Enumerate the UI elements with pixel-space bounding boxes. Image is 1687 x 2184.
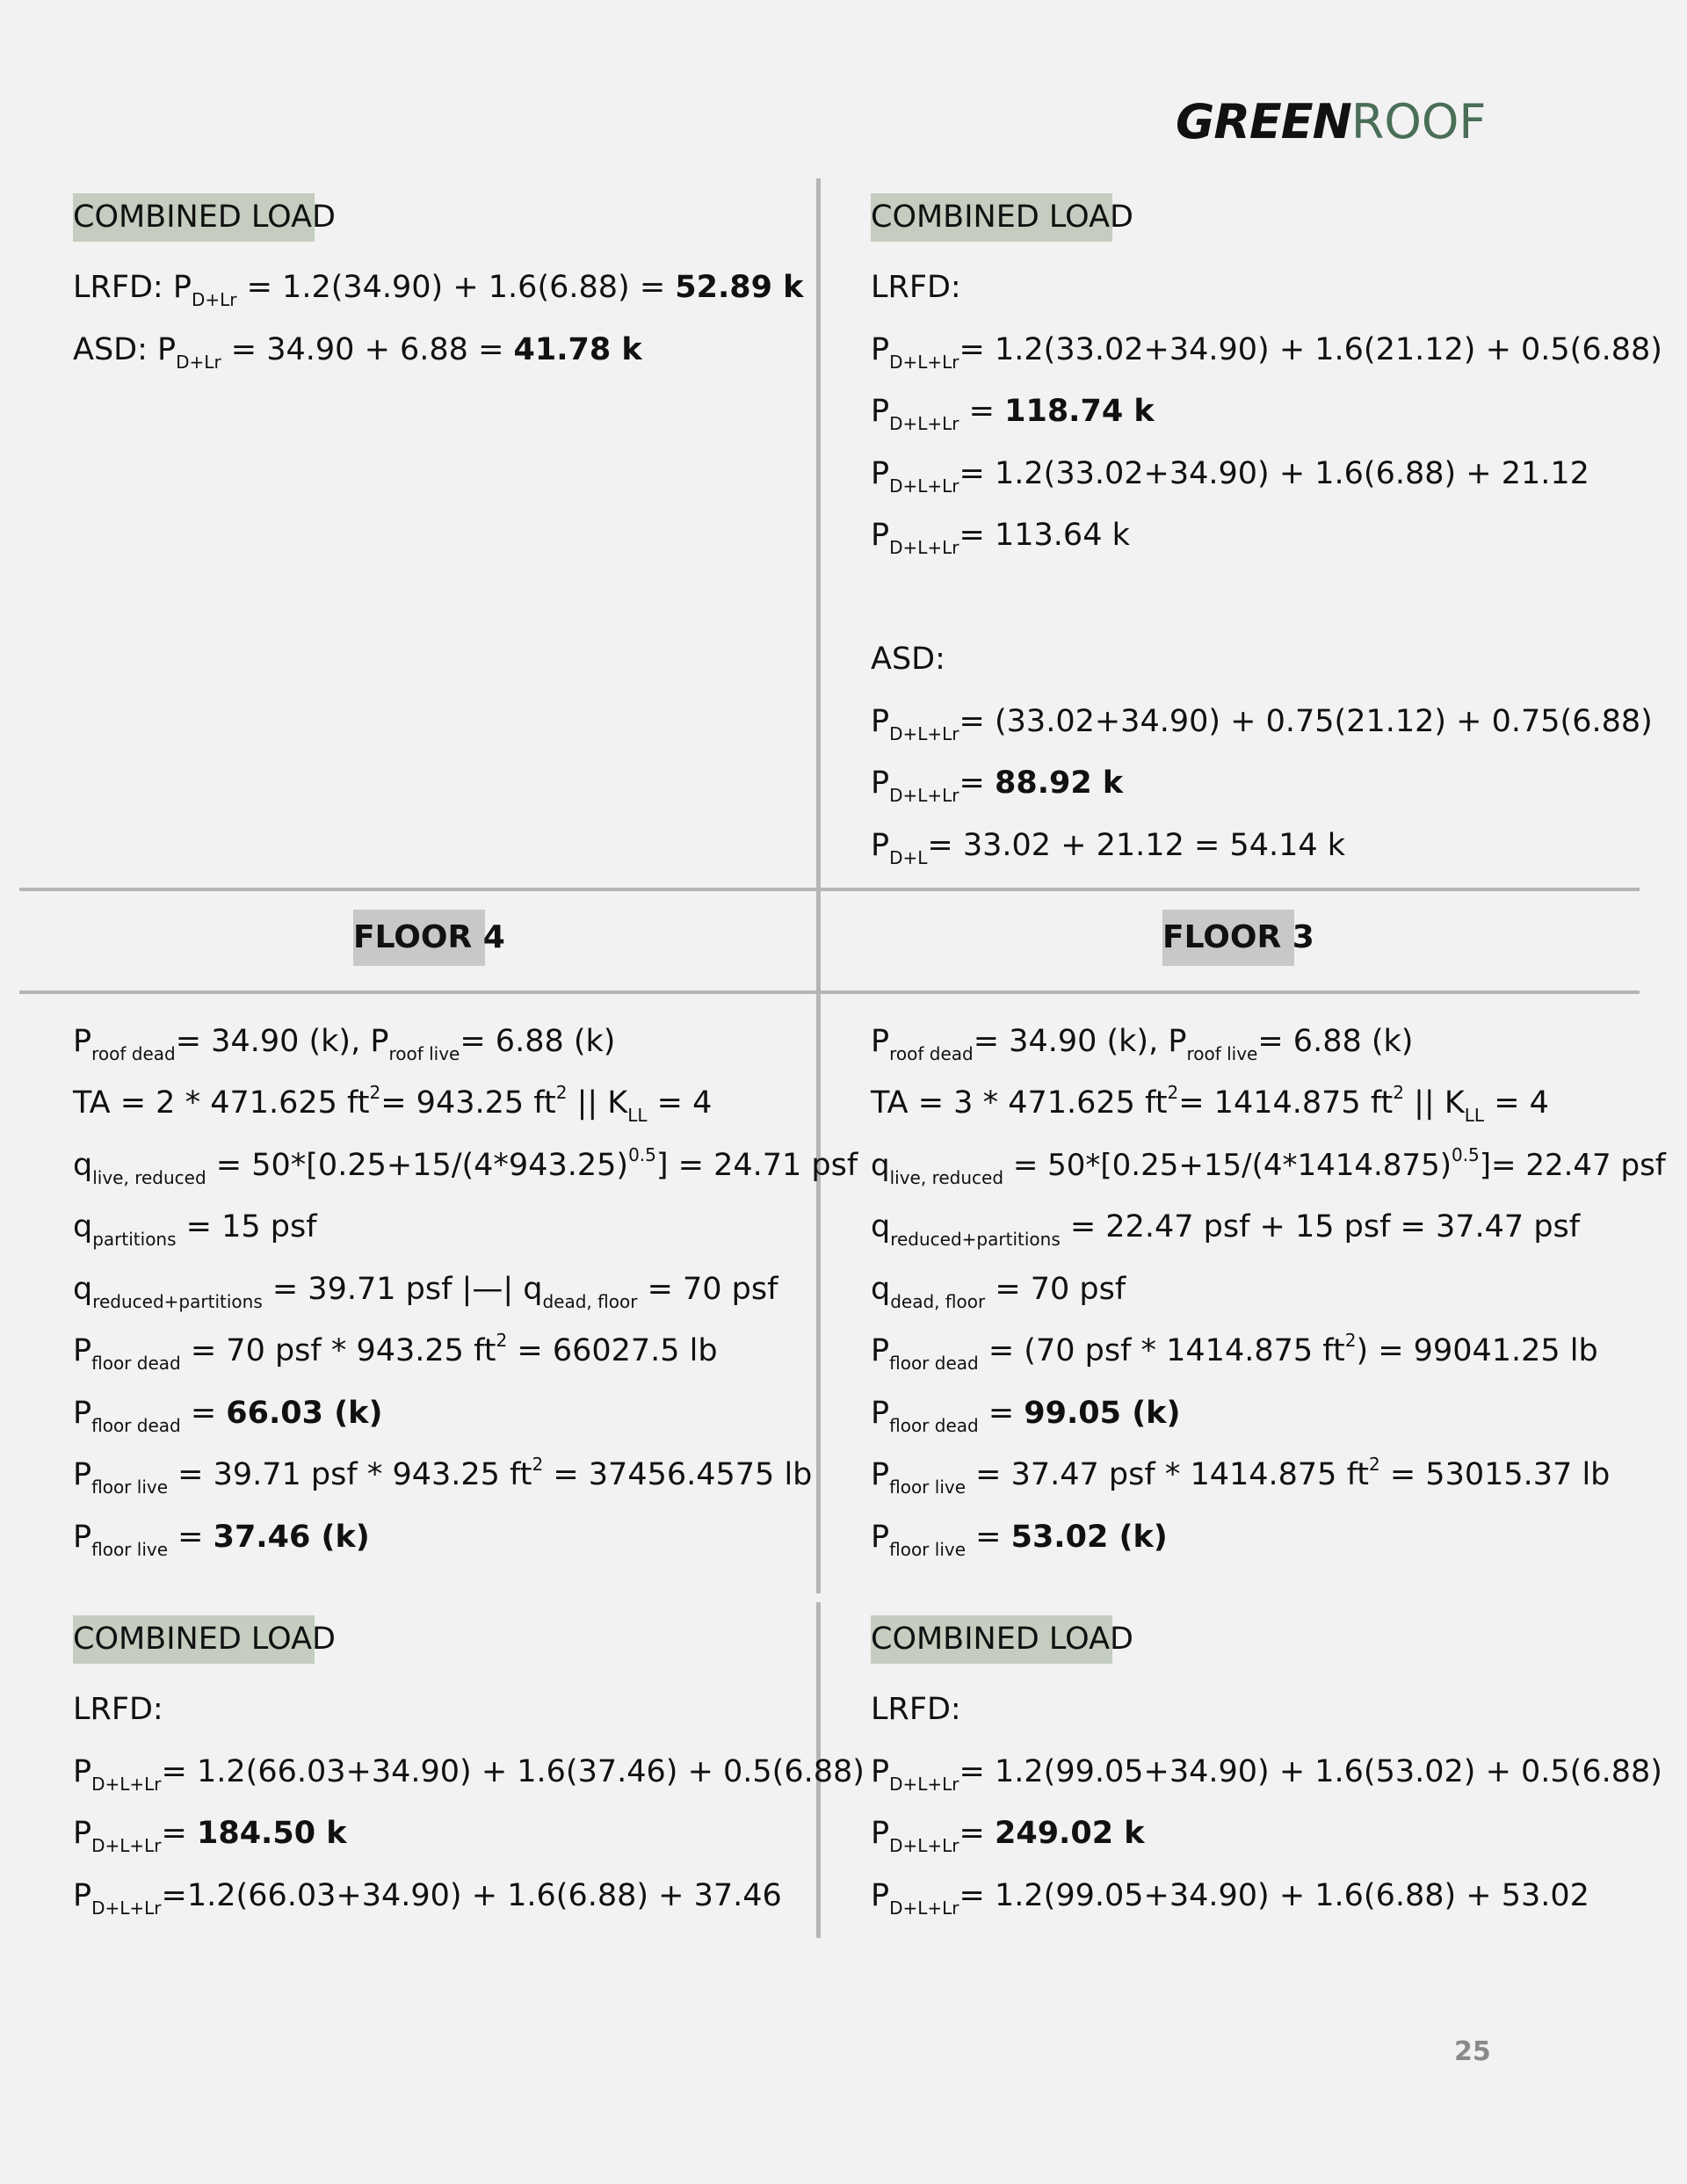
formula-line: $P_{floor dead} = 99.05$ (k)	[871, 1396, 1181, 1436]
section-header: COMBINED LOAD	[871, 193, 1112, 242]
logo-roof: ROOF	[1350, 94, 1487, 149]
divider-horizontal-1	[19, 888, 1640, 891]
divider-vertical-top	[816, 178, 821, 1593]
divider-horizontal-2	[19, 990, 1640, 994]
formula-line: $q_{live, reduced} = 50*[0.25+15/(4*943.25)^{0.5}] = 24.71$ psf	[73, 1144, 858, 1188]
asd-label: ASD:	[871, 642, 945, 677]
asd-line: ASD: $P_{D+Lr} = 34.90 + 6.88 = 41.78$ k	[73, 332, 642, 373]
page-number: 25	[1454, 2036, 1491, 2067]
lrfd-line: LRFD: $P_{D+Lr} = 1.2(34.90) + 1.6(6.88) = 52.89$ k	[73, 270, 804, 310]
section-header: COMBINED LOAD	[73, 1615, 315, 1664]
formula-line: $q_{reduced+partitions} = 39.71$ psf |—| $q_{dead, floor} = 70$ psf	[73, 1272, 778, 1312]
section-header: COMBINED LOAD	[73, 193, 315, 242]
formula-line: $P_{floor dead} = 66.03$ (k)	[73, 1396, 383, 1436]
formula-line: TA = 2 * 471.625 $ft^2= 943.25$ $ft^2$ || $K_{LL} = 4$	[73, 1082, 713, 1126]
formula-line: $P_{D+L+Lr} = 118.74$ k	[871, 394, 1155, 434]
formula-line: $P_{floor live} = 37.47$ psf * 1414.875 $ft^2 = 53015.37$ lb	[871, 1454, 1611, 1498]
formula-line: $P_{D+L+Lr}= 113.64$ k	[871, 518, 1130, 558]
formula-line: $P_{D+L+Lr}= 184.50$ k	[73, 1816, 347, 1856]
formula-line: $P_{D+L+Lr}= 88.92$ k	[871, 765, 1124, 806]
formula-line: $q_{partitions} = 15$ psf	[73, 1209, 317, 1250]
formula-line: TA = 3 * 471.625 $ft^2= 1414.875$ $ft^2$ || $K_{LL} = 4$	[871, 1082, 1549, 1126]
formula-line: $q_{reduced+partitions} = 22.47$ psf + 15 psf = 37.47 psf	[871, 1209, 1581, 1250]
formula-line: $P_{floor dead} = 70$ psf * 943.25 $ft^2 = 66027.5$ lb	[73, 1330, 718, 1374]
lrfd-label: LRFD:	[871, 1692, 961, 1727]
lrfd-label: LRFD:	[871, 270, 961, 305]
formula-line: $P_{D+L+Lr}= 1.2(99.05+34.90) + 1.6(6.88) + 53.02$	[871, 1878, 1589, 1919]
formula-line: $P_{D+L+Lr}=1.2(66.03+34.90) + 1.6(6.88) + 37.46$	[73, 1878, 782, 1919]
formula-line: $P_{roof dead}= 34.90$ (k), $P_{roof live}= 6.88$ (k)	[73, 1024, 616, 1064]
formula-line: $P_{D+L}= 33.02 + 21.12 = 54.14$ k	[871, 828, 1346, 868]
formula-line: $P_{floor live} = 53.02$ (k)	[871, 1520, 1168, 1560]
formula-line: $P_{floor live} = 37.46$ (k)	[73, 1520, 370, 1560]
formula-line: $P_{roof dead}= 34.90$ (k), $P_{roof live}= 6.88$ (k)	[871, 1024, 1414, 1064]
section-header: COMBINED LOAD	[871, 1615, 1112, 1664]
formula-line: $P_{D+L+Lr}= 1.2(66.03+34.90) + 1.6(37.46) + 0.5(6.88)$	[73, 1754, 865, 1795]
formula-line: $P_{D+L+Lr}= 1.2(33.02+34.90) + 1.6(6.88) + 21.12$	[871, 456, 1589, 497]
formula-line: $P_{D+L+Lr}= 1.2(99.05+34.90) + 1.6(53.02) + 0.5(6.88)$	[871, 1754, 1662, 1795]
formula-line: $P_{floor dead} = (70$ psf * 1414.875 $ft^2) = 99041.25$ lb	[871, 1330, 1598, 1374]
logo-green: GREEN	[1176, 94, 1351, 149]
formula-line: $P_{D+L+Lr}= 1.2(33.02+34.90) + 1.6(21.12) + 0.5(6.88)$	[871, 332, 1662, 373]
formula-line: $P_{floor live} = 39.71$ psf * 943.25 $ft^2 = 37456.4575$ lb	[73, 1454, 813, 1498]
greenroof-logo	[1176, 94, 1487, 149]
lrfd-label: LRFD:	[73, 1692, 163, 1727]
floor-3-title: FLOOR 3	[1162, 910, 1294, 966]
floor-4-title: FLOOR 4	[353, 910, 485, 966]
formula-line: $q_{dead, floor} = 70$ psf	[871, 1272, 1126, 1312]
formula-line: $P_{D+L+Lr}= 249.02$ k	[871, 1816, 1145, 1856]
formula-line: $P_{D+L+Lr}= (33.02+34.90) + 0.75(21.12) + 0.75(6.88)$	[871, 704, 1653, 744]
formula-line: $q_{live, reduced} = 50*[0.25+15/(4*1414.875)^{0.5}]= 22.47$ psf	[871, 1144, 1666, 1188]
